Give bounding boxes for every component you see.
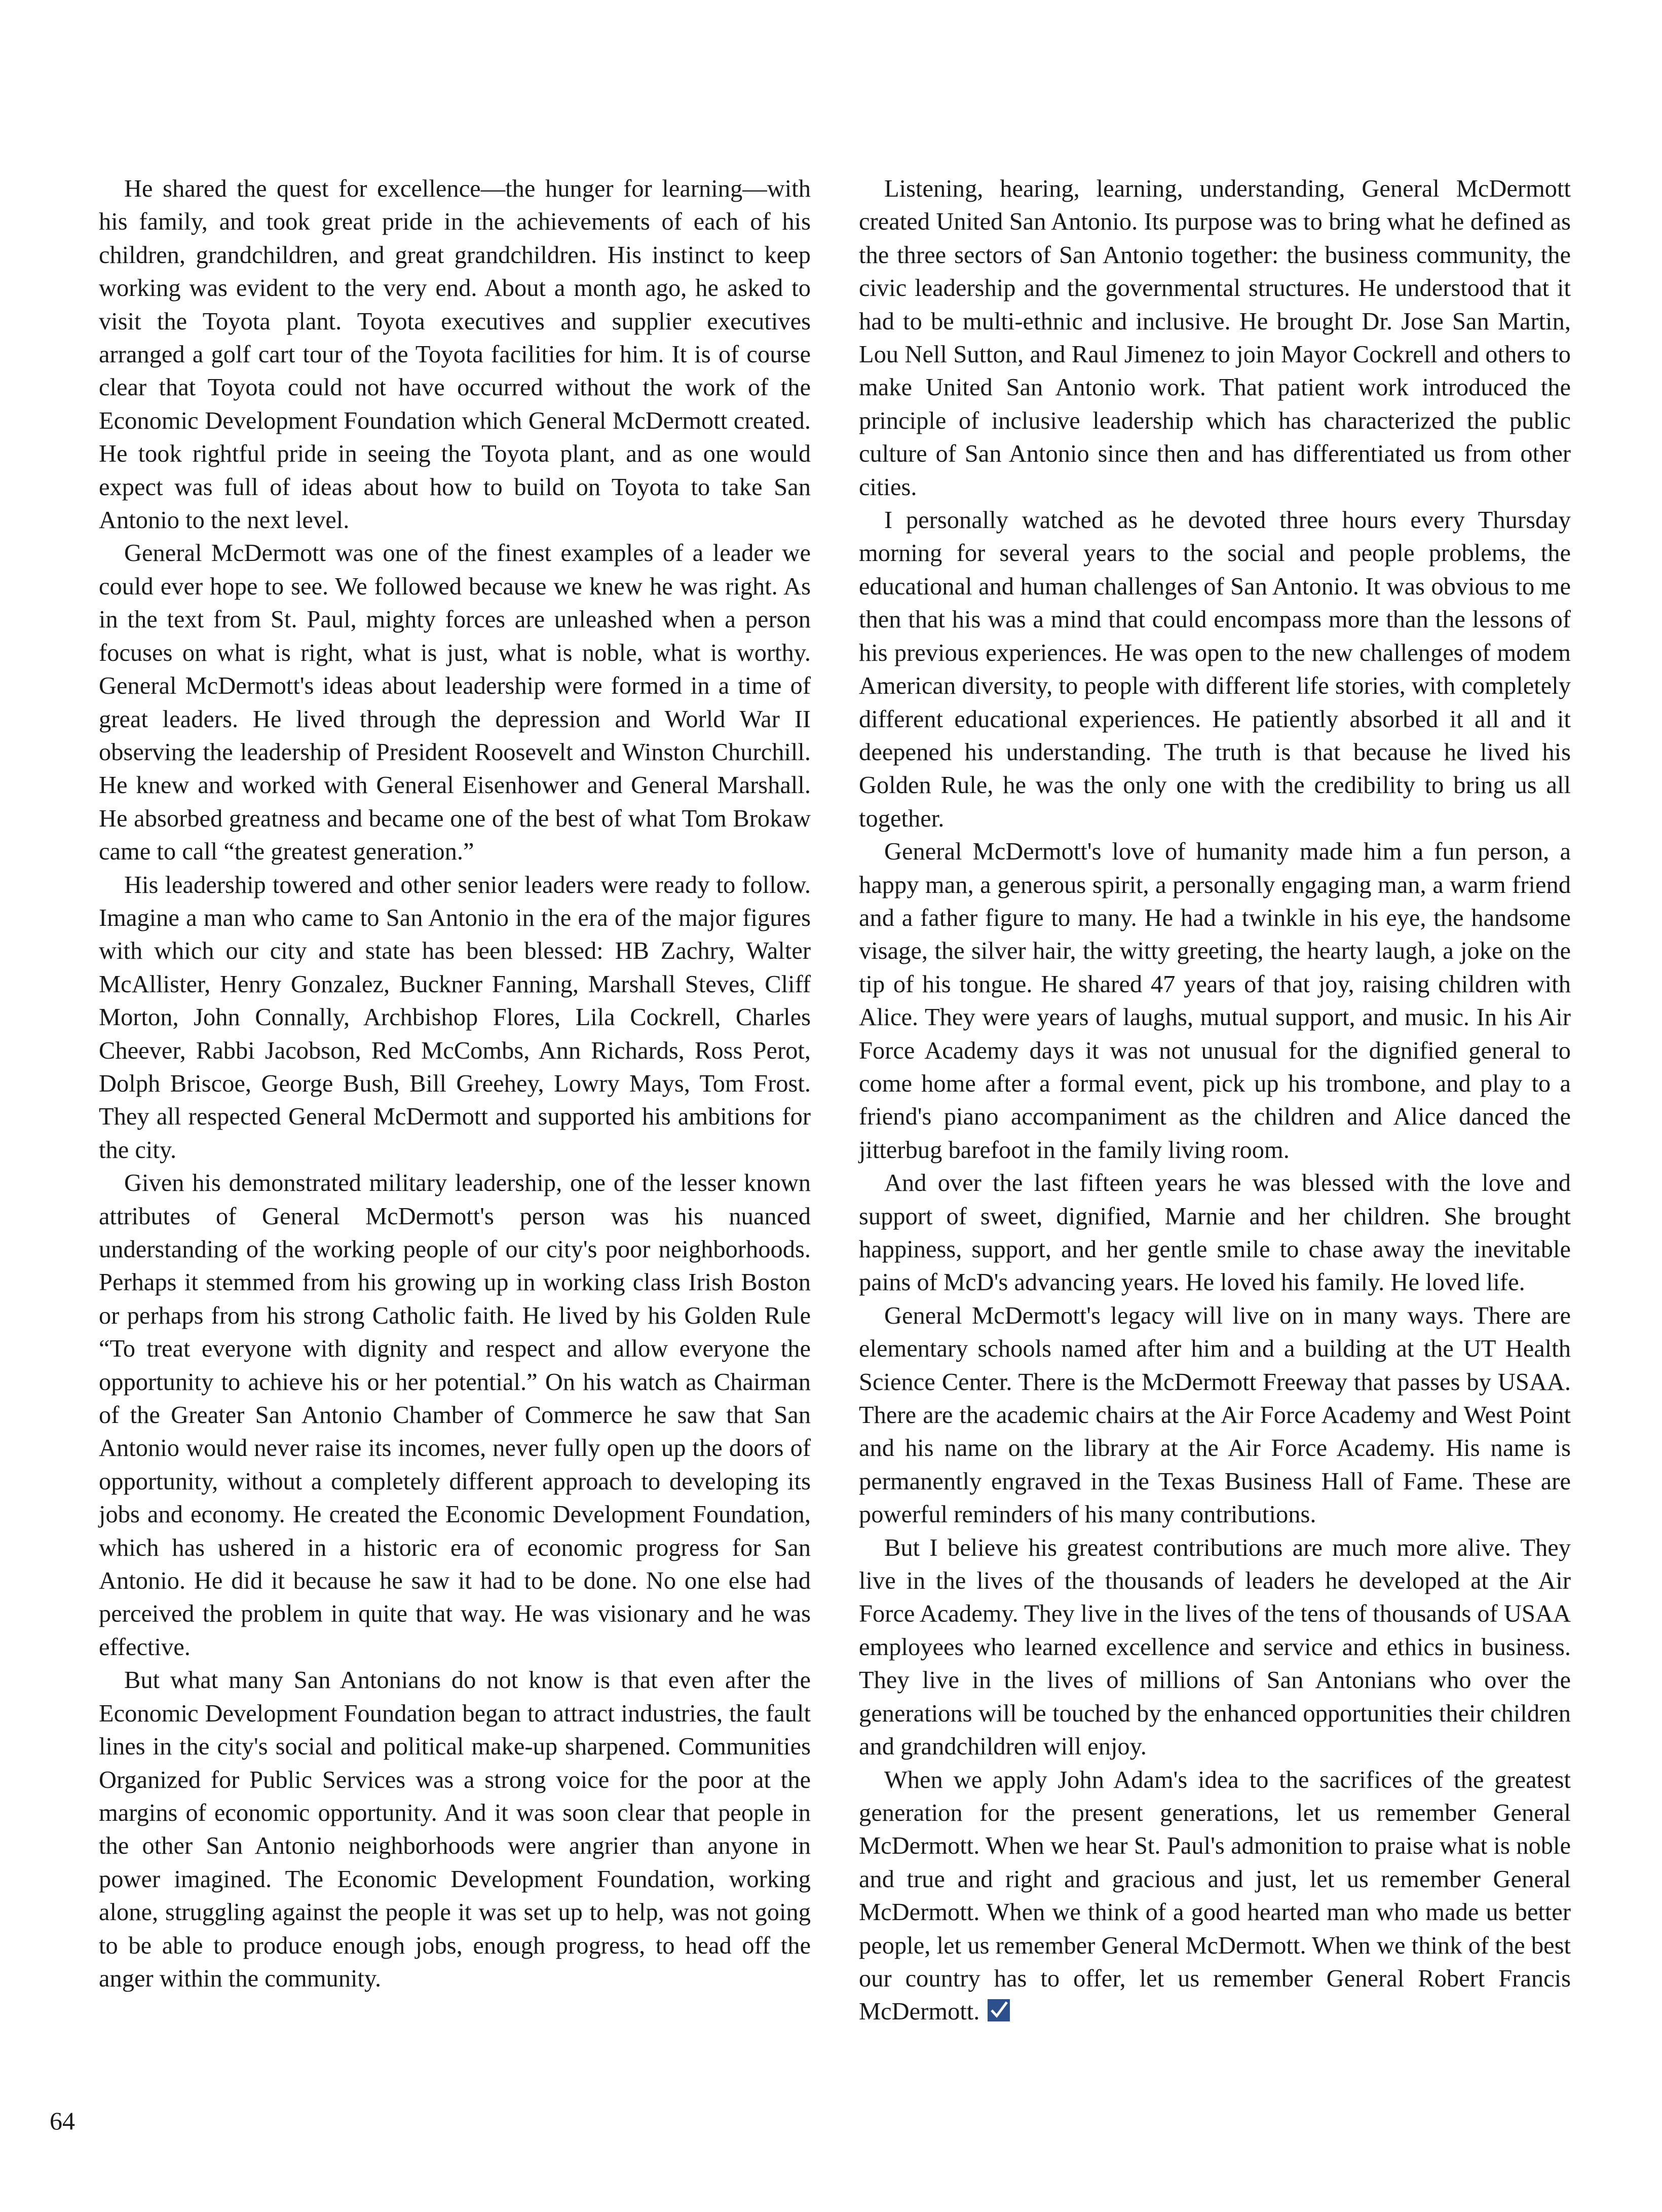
paragraph: But I believe his greatest contributions are much more alive. They live in the lives of the thousands of leaders he developed at the Air Force Academy. They live in the lives of the tens of thousands of USAA employees who learned excellence and service and ethics in business. They live in the lives of millions of San Antonians who over the generations will be touched by the enhanced opportunities their children and grandchildren will enjoy. [859, 1534, 1571, 1760]
paragraph: I personally watched as he devoted three hours every Thursday morning for several years to the social and people problems, the educational and human challenges of San Antonio. It was obvious to me then that his was a mind that could encompass more than the lessons of his previous experiences. He was open to the new challenges of modem American diversity, to people with different life stories, with completely different educational experiences. He patiently absorbed it all and it deepened his understanding. The truth is that because he lived his Golden Rule, he was the only one with the credibility to bring us all together. [859, 507, 1571, 832]
paragraph: He shared the quest for excellence—the hunger for learning—with his family, and took great pride in the achievements of each of his children, grandchildren, and great grandchildren. His instinct to keep working was evident to the very end. About a month ago, he asked to visit the Toyota plant. Toyota executives and supplier executives arranged a golf cart tour of the Toyota facilities for him. It is of course clear that Toyota could not have occurred without the work of the Economic Development Foundation which General McDermott created. He took rightful pride in seeing the Toyota plant, and as one would expect was full of ideas about how to build on Toyota to take San Antonio to the next level. [99, 175, 811, 534]
paragraph: Listening, hearing, learning, understanding, General McDermott created United San Antonio. Its purpose was to bring what he defined as the three sectors of San Antonio together: the business community, the civic leadership and the governmental structures. He understood that it had to be multi-ethnic and inclusive. He brought Dr. Jose San Martin, Lou Nell Sutton, and Raul Jimenez to join Mayor Cockrell and others to make United San Antonio work. That patient work introduced the principle of inclusive leadership which has characterized the public culture of San Antonio since then and has differentiated us from other cities. [859, 175, 1571, 501]
paragraph: And over the last fifteen years he was blessed with the love and support of sweet, dignified, Marnie and her children. She brought happiness, support, and her gentle smile to chase away the inevitable pains of McD's advancing years. He loved his family. He loved life. [859, 1170, 1571, 1296]
paragraph: His leadership towered and other senior leaders were ready to follow. Imagine a man who came to San Antonio in the era of the major figures with which our city and state has been blessed: HB Zachry, Walter McAllister, Henry Gonzalez, Buckner Fanning, Marshall Steves, Cliff Morton, John Connally, Archbishop Flores, Lila Cockrell, Charles Cheever, Rabbi Jacobson, Red McCombs, Ann Richards, Ross Perot, Dolph Briscoe, George Bush, Bill Greehey, Lowry Mays, Tom Frost. They all respected General McDermott and supported his ambitions for the city. [99, 871, 811, 1164]
check-box-icon [988, 1999, 1010, 2021]
page-number: 64 [50, 2107, 75, 2135]
left-text-column [99, 172, 811, 1995]
final-paragraph [859, 1764, 1571, 2029]
paragraph: General McDermott's love of humanity made him a fun person, a happy man, a generous spirit, a personally engaging man, a warm friend and a father figure to many. He had a twinkle in his eye, the handsome visage, the silver hair, the witty greeting, the hearty laugh, a joke on the tip of his tongue. He shared 47 years of that joy, raising children with Alice. They were years of laughs, mutual support, and music. In his Air Force Academy days it was not unusual for the dignified general to come home after a formal event, pick up his trombone, and play to a friend's piano accompaniment as the children and Alice danced the jitterbug barefoot in the family living room. [859, 838, 1571, 1164]
right-text-column [859, 172, 1571, 2029]
paragraph: But what many San Antonians do not know is that even after the Economic Development Foundation began to attract industries, the fault lines in the city's social and political make-up sharpened. Communities Organized for Public Services was a strong voice for the poor at the margins of economic opportunity. And it was soon clear that people in the other San Antonio neighborhoods were angrier than anyone in power imagined. The Economic Development Foundation, working alone, struggling against the people it was set up to help, was not going to be able to produce enough jobs, enough progress, to head off the anger within the community. [99, 1667, 811, 1992]
paragraph: General McDermott was one of the finest examples of a leader we could ever hope to see. We followed because we knew he was right. As in the text from St. Paul, mighty forces are unleashed when a person focuses on what is right, what is just, what is noble, what is worthy. General McDermott's ideas about leadership were formed in a time of great leaders. He lived through the depression and World War II observing the leadership of President Roosevelt and Winston Churchill. He knew and worked with General Eisenhower and General Marshall. He absorbed greatness and became one of the best of what Tom Brokaw came to call “the greatest generation.” [99, 540, 811, 866]
final-paragraph-text: When we apply John Adam's idea to the sacrifices of the greatest generation for the present generations, let us remember General McDermott. When we hear St. Paul's admonition to praise what is noble and true and right and gracious and just, let us remember General McDermott. When we think of a good hearted man who made us better people, let us remember General McDermott. When we think of the best our country has to offer, let us remember General Robert Francis McDermott. [859, 1766, 1571, 2026]
paragraph: General McDermott's legacy will live on in many ways. There are elementary schools named after him and a building at the UT Health Science Center. There is the McDermott Freeway that passes by USAA. There are the academic chairs at the Air Force Academy and West Point and his name on the library at the Air Force Academy. His name is permanently engraved in the Texas Business Hall of Fame. These are powerful reminders of his many contributions. [859, 1302, 1571, 1528]
paragraph: Given his demonstrated military leadership, one of the lesser known attributes of General McDermott's person was his nuanced understanding of the working people of our city's poor neighborhoods. Perhaps it stemmed from his growing up in working class Irish Boston or perhaps from his strong Catholic faith. He lived by his Golden Rule “To treat everyone with dignity and respect and allow everyone the opportunity to achieve his or her potential.” On his watch as Chairman of the Greater San Antonio Chamber of Commerce he saw that San Antonio would never raise its incomes, never fully open up the doors of opportunity, without a completely different approach to developing its jobs and economy. He created the Economic Development Foundation, which has ushered in a historic era of economic progress for San Antonio. He did it because he saw it had to be done. No one else had perceived the problem in quite that way. He was visionary and he was effective. [99, 1170, 811, 1661]
